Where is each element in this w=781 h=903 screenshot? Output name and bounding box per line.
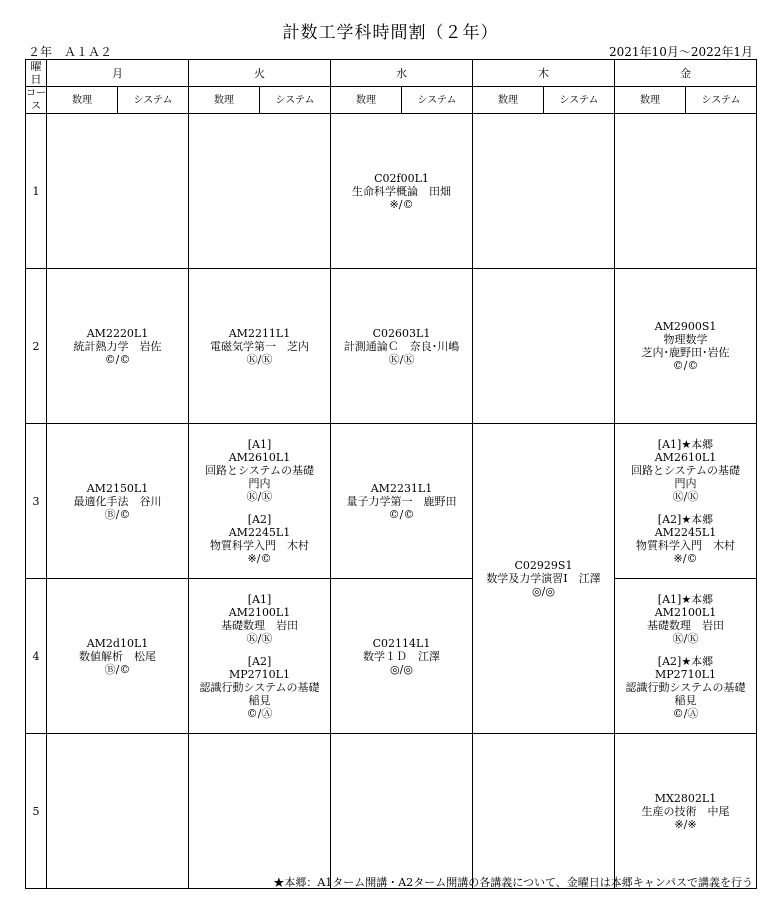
class-entry <box>47 327 188 366</box>
class-entry <box>331 482 472 521</box>
class-line: 芝内･鹿野田･岩佐 <box>641 346 730 359</box>
period-number: 5 <box>26 734 47 889</box>
class-line: [A2]★本郷 <box>657 512 714 526</box>
class-line: 回路とシステムの基礎 <box>205 463 314 477</box>
class-line: AM2150L1 <box>86 481 149 495</box>
class-entry <box>615 438 756 503</box>
slot-fri-3 <box>615 424 757 579</box>
timetable <box>25 59 757 889</box>
class-line: ◎/◎ <box>532 585 555 598</box>
class-line: C02929S1 <box>514 559 573 572</box>
class-line: ※/※ <box>674 817 697 831</box>
class-line: [A1] <box>247 437 272 451</box>
class-line: ©/© <box>672 359 699 372</box>
class-line: 認識行動システムの基礎 <box>199 680 320 694</box>
class-line: AM2245L1 <box>654 525 717 539</box>
class-line: 認識行動システムの基礎 <box>625 680 746 694</box>
slot-mon-3 <box>47 424 189 579</box>
class-entry <box>189 438 330 503</box>
slot-fri-4 <box>615 579 757 734</box>
day-label: 曜日 <box>26 60 47 87</box>
period-row-3 <box>26 424 757 579</box>
class-line: Ⓑ/© <box>104 662 131 676</box>
course-math: 数理 <box>47 87 118 114</box>
course-math: 数理 <box>615 87 686 114</box>
class-line: ©/© <box>104 352 131 366</box>
class-entry <box>331 172 472 211</box>
class-line: Ⓚ/Ⓚ <box>246 489 273 503</box>
day-header-fri: 金 <box>615 60 757 87</box>
period-row-5 <box>26 734 757 889</box>
class-line: MX2802L1 <box>654 791 717 805</box>
slot-fri-5 <box>615 734 757 889</box>
class-line: 生命科学概論 田畑 <box>352 184 451 198</box>
slot-wed-4 <box>331 579 473 734</box>
class-line: 稲見 <box>248 693 271 707</box>
slot-mon-5 <box>47 734 189 889</box>
class-line: Ⓚ/Ⓚ <box>246 631 273 645</box>
class-line: AM2610L1 <box>654 450 717 464</box>
slot-fri-2 <box>615 269 757 424</box>
class-line: 基礎数理 岩田 <box>647 618 724 632</box>
class-line: AM2100L1 <box>228 605 291 619</box>
class-line: MP2710L1 <box>655 667 716 681</box>
class-line: 電磁気学第一 芝内 <box>210 339 309 353</box>
class-line: ©/© <box>388 507 415 521</box>
course-system: システム <box>402 87 473 114</box>
day-header-row <box>26 60 757 87</box>
class-line: 数学及力学演習Ⅰ 江澤 <box>486 572 601 585</box>
course-math: 数理 <box>189 87 260 114</box>
class-entry <box>189 593 330 645</box>
class-line: [A2] <box>247 654 272 668</box>
slot-thu-2 <box>473 269 615 424</box>
class-entry <box>189 655 330 720</box>
class-line: AM2100L1 <box>654 605 717 619</box>
slot-wed-1 <box>331 114 473 269</box>
class-line: C02f00L1 <box>374 171 429 185</box>
course-system: システム <box>260 87 331 114</box>
class-label: ２年 Ａ１Ａ２ <box>28 45 113 59</box>
class-line: Ⓚ/Ⓚ <box>246 352 273 366</box>
class-entry <box>189 513 330 565</box>
class-line: C02603L1 <box>372 326 431 340</box>
slot-thu-3-4 <box>473 424 615 734</box>
day-header-tue: 火 <box>189 60 331 87</box>
class-line: [A2]★本郷 <box>657 654 714 668</box>
class-line: AM2900S1 <box>654 320 717 333</box>
class-line: ※/© <box>389 197 414 211</box>
class-line: Ⓚ/Ⓚ <box>672 631 699 645</box>
class-entry <box>331 637 472 676</box>
slot-mon-2 <box>47 269 189 424</box>
class-line: 物理数学 <box>663 333 708 346</box>
class-line: ©/Ⓐ <box>246 706 273 720</box>
class-line: 稲見 <box>674 693 697 707</box>
day-header-thu: 木 <box>473 60 615 87</box>
course-header-row <box>26 87 757 114</box>
class-line: AM2231L1 <box>370 481 433 495</box>
class-entry <box>189 327 330 366</box>
period-row-4 <box>26 579 757 734</box>
class-line: [A1]★本郷 <box>657 437 714 451</box>
class-entry <box>473 559 614 598</box>
slot-mon-4 <box>47 579 189 734</box>
class-line: AM2220L1 <box>86 326 149 340</box>
slot-wed-3 <box>331 424 473 579</box>
page-title: 計数工学科時間割（２年） <box>282 23 499 43</box>
slot-tue-2 <box>189 269 331 424</box>
class-line: 物質科学入門 木村 <box>636 538 735 552</box>
period-number: 3 <box>26 424 47 579</box>
period-row-2 <box>26 269 757 424</box>
slot-tue-3 <box>189 424 331 579</box>
class-line: 数学１Ｄ 江澤 <box>363 649 440 663</box>
class-line: AM2610L1 <box>228 450 291 464</box>
course-system: システム <box>686 87 757 114</box>
course-system: システム <box>544 87 615 114</box>
class-entry <box>615 655 756 720</box>
class-entry <box>47 482 188 521</box>
term-label: 2021年10月～2022年1月 <box>609 45 753 59</box>
period-number: 4 <box>26 579 47 734</box>
class-line: AM2211L1 <box>228 326 291 340</box>
class-line: ◎/◎ <box>390 662 413 676</box>
class-line: Ⓚ/Ⓚ <box>672 489 699 503</box>
class-entry <box>615 320 756 372</box>
class-line: Ⓚ/Ⓚ <box>388 352 415 366</box>
class-line: AM2d10L1 <box>86 636 149 650</box>
slot-mon-1 <box>47 114 189 269</box>
slot-wed-5 <box>331 734 473 889</box>
class-line: 最適化手法 谷川 <box>73 494 162 508</box>
class-line: ©/Ⓐ <box>672 706 699 720</box>
course-math: 数理 <box>331 87 402 114</box>
class-line: AM2245L1 <box>228 525 291 539</box>
class-line: 統計熱力学 岩佐 <box>73 339 162 353</box>
slot-tue-1 <box>189 114 331 269</box>
day-header-wed: 水 <box>331 60 473 87</box>
period-row-1 <box>26 114 757 269</box>
class-line: [A1] <box>247 592 272 606</box>
class-line: 計測通論Ｃ 奈良･川嶋 <box>343 339 460 353</box>
footer-note: ★本郷：A1ターム開講・A2ターム開講の各講義について、金曜日は本郷キャンパスで講義を行う <box>273 876 753 889</box>
class-entry <box>47 637 188 676</box>
slot-fri-1 <box>615 114 757 269</box>
course-math: 数理 <box>473 87 544 114</box>
class-line: 門内 <box>248 476 271 490</box>
slot-thu-5 <box>473 734 615 889</box>
class-line: 基礎数理 岩田 <box>221 618 298 632</box>
class-entry <box>615 593 756 645</box>
period-number: 1 <box>26 114 47 269</box>
period-number: 2 <box>26 269 47 424</box>
slot-tue-5 <box>189 734 331 889</box>
class-line: [A1]★本郷 <box>657 592 714 606</box>
class-line: 数値解析 松尾 <box>79 649 156 663</box>
class-entry <box>331 327 472 366</box>
class-line: [A2] <box>247 512 272 526</box>
class-line: 物質科学入門 木村 <box>210 538 309 552</box>
slot-tue-4 <box>189 579 331 734</box>
course-system: システム <box>118 87 189 114</box>
class-line: Ⓑ/© <box>104 507 131 521</box>
class-line: C02114L1 <box>372 636 431 650</box>
class-line: 門内 <box>674 476 697 490</box>
class-line: ※/© <box>247 551 272 565</box>
class-line: MP2710L1 <box>229 667 290 681</box>
slot-wed-2 <box>331 269 473 424</box>
class-entry <box>615 792 756 831</box>
class-line: 回路とシステムの基礎 <box>631 463 740 477</box>
day-header-mon: 月 <box>47 60 189 87</box>
slot-thu-1 <box>473 114 615 269</box>
class-line: ※/© <box>673 551 698 565</box>
class-line: 生産の技術 中尾 <box>641 804 730 818</box>
class-entry <box>615 513 756 565</box>
class-line: 量子力学第一 鹿野田 <box>346 494 457 508</box>
course-label: コース <box>26 88 46 112</box>
